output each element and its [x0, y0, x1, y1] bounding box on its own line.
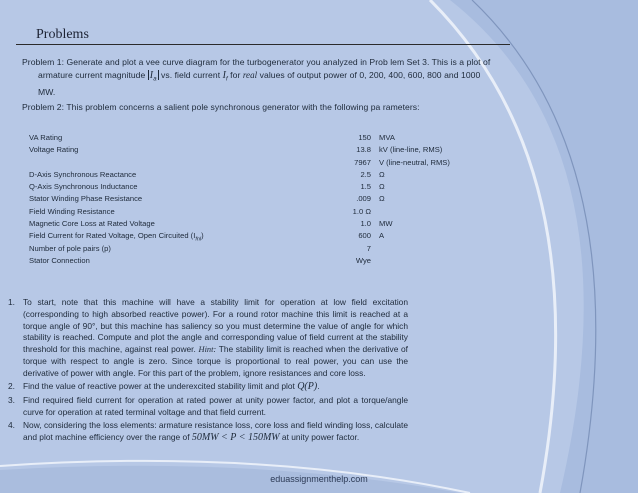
task-item — [8, 381, 408, 393]
task-number: 4. — [8, 420, 15, 431]
parameter-row — [29, 170, 489, 182]
problem-1: Problem 1: Generate and plot a vee curve diagram for the turbogenerator you analyzed in Prob lem Set 3. This is a plot of armature current magnitude $I_a$ vs. field current $I_f$ for real values of output power of 0, 200, 400, 600, 800 and 1000 MW. — [22, 57, 491, 97]
parameter-name: Field Winding Resistance — [29, 206, 115, 216]
parameter-row — [29, 244, 489, 256]
parameter-unit: Ω — [379, 194, 385, 204]
field-current-symbol: I — [222, 69, 226, 81]
problem-1-text-f: MW. — [38, 86, 56, 97]
title-bar — [16, 28, 510, 45]
parameter-value: 1.0 Ω — [352, 206, 371, 216]
footer-url: eduassignmenthelp.com — [270, 474, 368, 484]
parameter-value: Wye — [355, 255, 371, 265]
parameter-value: 13.8 — [356, 145, 371, 155]
problem-1-text-e: values of output power of 0, 200, 400, 600, 800 and 1000 — [259, 69, 481, 80]
hint-label: Hint: — [198, 345, 217, 355]
parameter-value: 7 — [366, 243, 371, 253]
parameter-unit: A — [379, 231, 385, 241]
parameter-row — [29, 194, 489, 206]
parameter-row — [29, 182, 489, 194]
parameter-name: Voltage Rating — [29, 145, 79, 155]
page-title: Problems — [36, 27, 89, 42]
parameter-value: 1.5 — [360, 182, 371, 192]
task-number: 2. — [8, 381, 15, 392]
parameter-name: Field Current for Rated Voltage, Open Circuited $(I_{fnl})$ — [29, 231, 204, 243]
parameter-name: Magnetic Core Loss at Rated Voltage — [29, 219, 155, 229]
problem-1-label: Problem 1: — [22, 57, 65, 67]
parameter-unit: Ω — [379, 182, 385, 192]
parameter-value: 1.0 — [360, 219, 371, 229]
parameter-value: 150 — [358, 133, 371, 142]
parameter-row — [29, 145, 489, 157]
problem-2-text: This problem concerns a salient pole synchronous generator with the following pa rameters: — [66, 102, 420, 112]
real-word: real — [242, 69, 258, 80]
problem-1-text-b: armature current magnitude — [38, 69, 146, 80]
task-text: To start, note that this machine will have a stability limit for operation at low field excitation (corresponding to high absorbed reactive power). For a round rotor machine this limit is reached at a torque angle of 90°, but this machine has saliency so you must determine the value of angle for which stability is reached. Compute and plot the angle and corresponding value of field current at the stability threshold for this machine, against real power. Hint: The stability limit is reached when the derivative of torque with respect to angle is zero. Since torque is proportional to real power, you can use the derivative of power with angle. For this part of the problem, ignore resistances and core loss. — [23, 297, 409, 378]
parameter-unit: MW — [379, 219, 393, 229]
parameter-name: Stator Winding Phase Resistance — [29, 194, 143, 204]
problem-1-text-a: Generate and plot a vee curve diagram for the turbogenerator you analyzed in Prob lem Set 3. This is a plot of — [66, 57, 491, 67]
parameter-row — [29, 219, 489, 231]
parameter-table — [29, 133, 489, 268]
task-number: 1. — [8, 297, 15, 307]
parameter-name: VA Rating — [29, 133, 63, 142]
parameter-row — [29, 231, 489, 243]
task-item — [8, 297, 408, 380]
parameter-row — [29, 158, 489, 170]
task-list — [8, 297, 408, 446]
parameter-name: Stator Connection — [29, 255, 90, 265]
parameter-unit: kV (line-line, RMS) — [379, 145, 443, 155]
task-text: Now, considering the loss elements: armature resistance loss, core loss and field winding loss, calculate and plot machine efficiency over the range of 50MW < P < 150MW at unity power factor. — [23, 420, 408, 444]
task-item — [8, 420, 408, 444]
parameter-row — [29, 256, 489, 268]
parameter-unit: V (line-neutral, RMS) — [379, 157, 450, 167]
parameter-name: Number of pole pairs (p) — [29, 243, 111, 253]
parameter-value: .009 — [356, 194, 371, 204]
task-item — [8, 395, 408, 419]
problem-1-text-c: vs. field current — [161, 69, 221, 80]
parameter-value: 7967 — [354, 157, 371, 167]
problem-2 — [22, 101, 550, 114]
parameter-unit: Ω — [379, 169, 385, 179]
task-text: Find required field current for operation at rated power at unity power factor, and plot a torque/angle curve for operation at rated terminal voltage and that field current. — [23, 394, 408, 417]
parameter-row — [29, 133, 489, 145]
parameter-value: 600 — [358, 231, 371, 241]
task-number: 3. — [8, 394, 15, 405]
problem-2-label: Problem 2: — [22, 102, 65, 112]
parameter-unit: MVA — [379, 133, 395, 142]
parameter-value: 2.5 — [360, 169, 371, 179]
math-expression: Q(P) — [297, 381, 318, 393]
problem-1-text-d: for — [230, 69, 241, 80]
parameter-row — [29, 207, 489, 219]
math-expression: 50MW < P < 150MW — [191, 432, 280, 444]
parameter-name: D-Axis Synchronous Reactance — [29, 169, 137, 179]
armature-current-magnitude: $I_a$ — [149, 69, 157, 83]
task-text: Find the value of reactive power at the underexcited stability limit and plot Q(P). — [23, 381, 320, 393]
parameter-name: Q-Axis Synchronous Inductance — [29, 182, 138, 192]
